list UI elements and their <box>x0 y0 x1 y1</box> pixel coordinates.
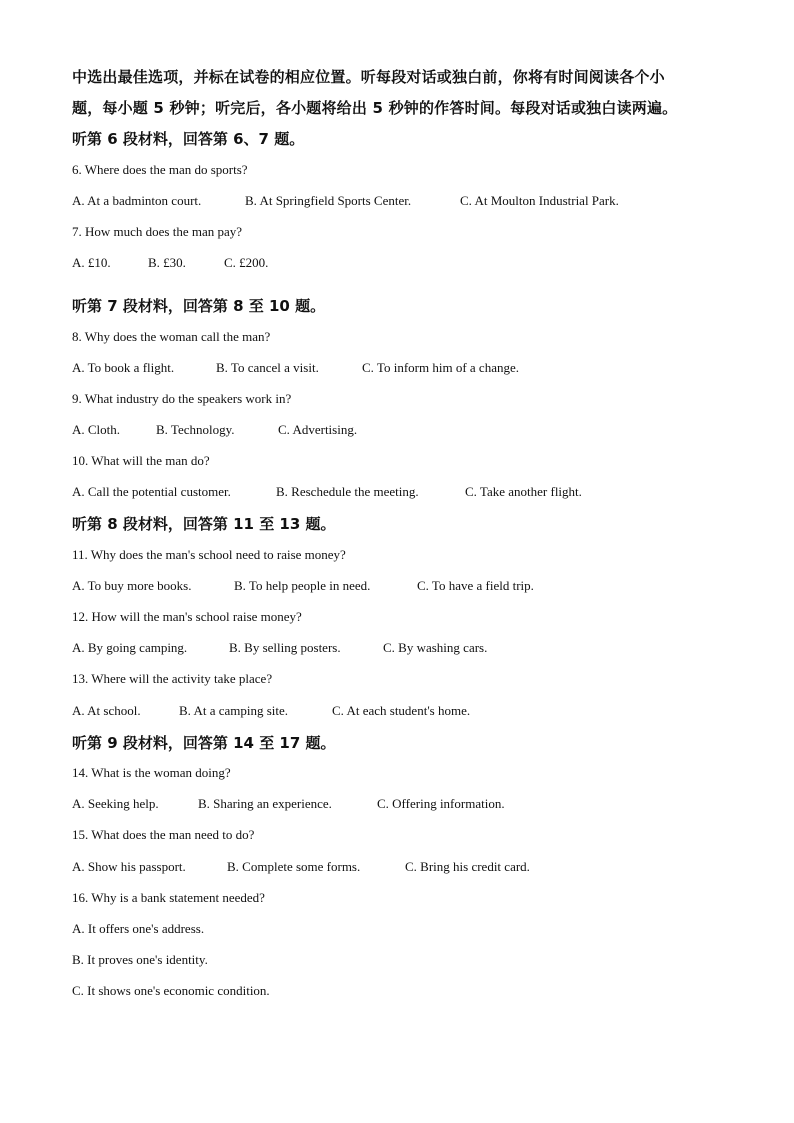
option-b: B. Complete some forms. <box>227 859 361 874</box>
option-line: C. It shows one's economic condition. <box>72 983 270 998</box>
question-stem: 13. Where will the activity take place? <box>72 671 273 686</box>
option-line: B. It proves one's identity. <box>72 952 208 967</box>
question-stem: 8. Why does the woman call the man? <box>72 329 271 344</box>
option-b: B. Sharing an experience. <box>198 796 332 811</box>
option-b: B. To help people in need. <box>234 578 371 593</box>
option-c: C. To inform him of a change. <box>362 360 519 375</box>
option-a: A. At a badminton court. <box>72 193 202 208</box>
option-a: A. To book a flight. <box>72 360 175 375</box>
section-heading: 听第 7 段材料，回答第 8 至 10 题。 <box>72 297 326 315</box>
question-stem: 6. Where does the man do sports? <box>72 162 248 177</box>
question-stem: 15. What does the man need to do? <box>72 827 255 842</box>
section-heading: 听第 9 段材料，回答第 14 至 17 题。 <box>72 734 336 752</box>
option-b: B. Reschedule the meeting. <box>276 484 419 499</box>
option-a: A. Cloth. <box>72 422 121 437</box>
option-c: C. Offering information. <box>377 796 505 811</box>
option-a: A. To buy more books. <box>72 578 192 593</box>
section-heading: 听第 8 段材料，回答第 11 至 13 题。 <box>72 515 336 533</box>
option-c: C. £200. <box>224 255 269 270</box>
option-b: B. At Springfield Sports Center. <box>245 193 412 208</box>
option-a: A. By going camping. <box>72 640 188 655</box>
option-c: C. At each student's home. <box>332 703 471 718</box>
question-stem: 12. How will the man's school raise money? <box>72 609 302 624</box>
question-stem: 14. What is the woman doing? <box>72 765 231 780</box>
option-a: A. At school. <box>72 703 141 718</box>
option-b: B. Technology. <box>156 422 235 437</box>
option-c: C. To have a field trip. <box>417 578 534 593</box>
section-heading: 听第 6 段材料，回答第 6、7 题。 <box>72 130 305 148</box>
option-a: A. Seeking help. <box>72 796 159 811</box>
option-line: A. It offers one's address. <box>72 921 205 936</box>
option-a: A. £10. <box>72 255 111 270</box>
option-c: C. Advertising. <box>278 422 358 437</box>
option-b: B. By selling posters. <box>229 640 341 655</box>
option-c: C. Take another flight. <box>465 484 582 499</box>
option-b: B. £30. <box>148 255 186 270</box>
question-stem: 7. How much does the man pay? <box>72 224 243 239</box>
option-b: B. At a camping site. <box>179 703 289 718</box>
question-stem: 16. Why is a bank statement needed? <box>72 890 265 905</box>
option-a: A. Show his passport. <box>72 859 186 874</box>
option-a: A. Call the potential customer. <box>72 484 231 499</box>
intro-line-1: 中选出最佳选项，并标在试卷的相应位置。听每段对话或独白前，你将有时间阅读各个小 <box>72 68 665 86</box>
question-stem: 11. Why does the man's school need to raise money? <box>72 547 346 562</box>
question-stem: 9. What industry do the speakers work in? <box>72 391 292 406</box>
intro-line-2: 题，每小题 5 秒钟；听完后，各小题将给出 5 秒钟的作答时间。每段对话或独白读两遍。 <box>72 99 678 117</box>
option-b: B. To cancel a visit. <box>216 360 319 375</box>
option-c: C. At Moulton Industrial Park. <box>460 193 619 208</box>
question-stem: 10. What will the man do? <box>72 453 210 468</box>
option-c: C. By washing cars. <box>383 640 488 655</box>
option-c: C. Bring his credit card. <box>405 859 530 874</box>
